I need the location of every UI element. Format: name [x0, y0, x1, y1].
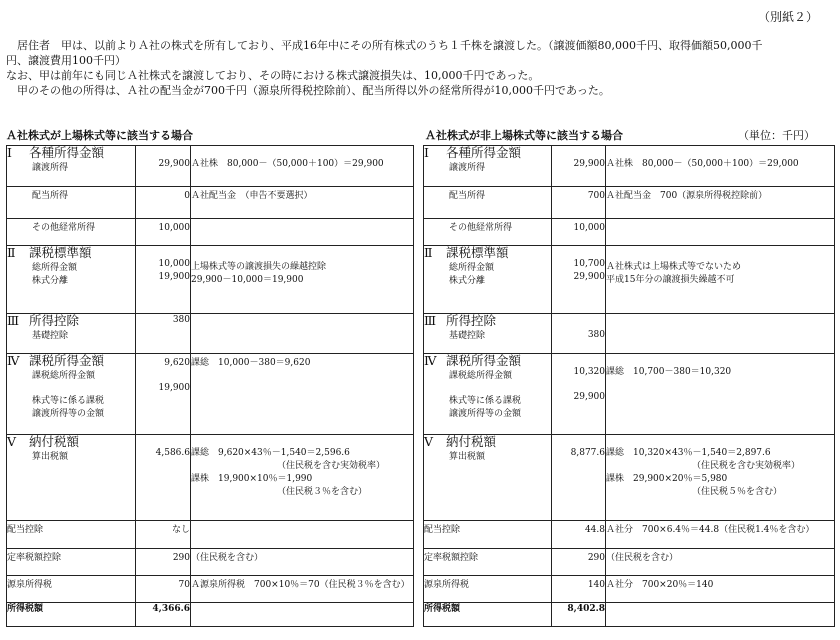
row-note: （住民税を含む実効税率） [692, 461, 801, 471]
row-value: 19,900 [158, 383, 190, 393]
row-note: 課総 10,700－380＝10,320 [606, 367, 732, 377]
table-row [7, 576, 414, 603]
row-label: その他経常所得 [449, 223, 513, 233]
row-value: 10,000 [158, 223, 190, 233]
row-value: 4,586.6 [155, 448, 190, 458]
row-label: その他経常所得 [32, 223, 96, 233]
row-label: 課税総所得金額 [32, 371, 96, 381]
section-heading: Ⅴ 納付税額 [7, 434, 80, 449]
row-label: 配当控除 [7, 525, 44, 535]
table-row [7, 354, 414, 435]
table-row [7, 219, 414, 246]
row-note: Ａ社分 700×20％＝140 [606, 580, 714, 590]
row-value: 44.8 [584, 525, 605, 535]
row-note: （住民税３％を含む） [277, 487, 368, 497]
row-value: 380 [587, 330, 605, 340]
row-label: 株式等に係る課税 [32, 396, 105, 406]
row-note: 課総 10,320×43％－1,540＝2,897.6 [606, 448, 771, 458]
row-note: （住民税を含む） [191, 553, 264, 563]
row-note: Ａ社株 80,000－（50,000＋100）＝29,000 [606, 159, 799, 169]
row-value: 19,900 [158, 272, 190, 282]
row-label: 所得税額 [424, 604, 461, 614]
appendix-label: （別紙２） [757, 10, 818, 24]
row-note: （住民税５％を含む） [692, 487, 783, 497]
row-note: Ａ社配当金 700（源泉所得税控除前） [606, 191, 768, 201]
row-note: 課株 29,900×20％＝5,980 [606, 474, 728, 484]
row-note: 上場株式等の譲渡損失の繰越控除 [191, 262, 327, 272]
table-row [424, 354, 835, 435]
row-label: 配当所得 [449, 191, 486, 201]
table-row [7, 246, 414, 314]
row-label: 基礎控除 [449, 331, 486, 341]
table-row [7, 187, 414, 219]
table-row [7, 549, 414, 576]
table-row [424, 219, 835, 246]
row-label: 総所得金額 [449, 263, 495, 273]
row-label: 譲渡所得 [449, 163, 486, 173]
row-value: 140 [587, 580, 605, 590]
row-label: 所得税額 [7, 604, 44, 614]
row-value: 10,000 [573, 223, 605, 233]
row-note: 課総 10,000－380＝9,620 [191, 358, 311, 368]
table-row [424, 314, 835, 354]
row-value: 290 [172, 553, 190, 563]
section-heading: Ⅲ 所得控除 [7, 313, 80, 328]
row-note: 課株 19,900×10％＝1,990 [191, 474, 313, 484]
row-value: 10,000 [158, 259, 190, 269]
row-label: 定率税額控除 [7, 553, 62, 563]
row-value: 380 [172, 315, 190, 325]
row-note: Ａ社分 700×6.4％＝44.8（住民税1.4％を含む） [606, 525, 815, 535]
row-value: 29,900 [158, 159, 190, 169]
row-label: 課税総所得金額 [449, 371, 513, 381]
intro-line-2: 円、譲渡費用100千円） [6, 54, 126, 67]
row-label: 配当所得 [32, 191, 69, 201]
row-value: 29,900 [573, 159, 605, 169]
table-row [424, 435, 835, 521]
unit-label: （単位：千円） [738, 129, 815, 142]
right-table-title: Ａ社株式が非上場株式等に該当する場合 [425, 129, 623, 142]
row-label: 算出税額 [449, 452, 486, 462]
row-label: 譲渡所得等の金額 [32, 409, 105, 419]
row-label: 株式分離 [449, 276, 486, 286]
table-row-total [7, 603, 414, 627]
row-value: 10,320 [573, 367, 605, 377]
left-calc-table [6, 145, 414, 627]
row-note: 課総 9,620×43％－1,540＝2,596.6 [191, 448, 350, 458]
table-row [7, 146, 414, 187]
row-note: 平成15年分の譲渡損失繰越不可 [606, 275, 735, 285]
row-label: 株式分離 [32, 276, 69, 286]
intro-line-3: なお、甲は前年にも同じＡ社株式を譲渡しており、その時における株式譲渡損失は、10,000千円であった。 [6, 69, 540, 82]
table-row [424, 549, 835, 576]
row-label: 株式等に係る課税 [449, 396, 522, 406]
table-row [7, 435, 414, 521]
row-value: 290 [587, 553, 605, 563]
row-value: 70 [178, 580, 190, 590]
table-row [424, 521, 835, 549]
row-label: 源泉所得税 [424, 580, 470, 590]
row-value: 29,900 [573, 272, 605, 282]
section-heading: Ⅰ 各種所得金額 [7, 145, 105, 160]
row-note: Ａ社株 80,000－（50,000＋100）＝29,900 [191, 159, 384, 169]
table-row [7, 314, 414, 354]
table-row [424, 246, 835, 314]
row-label: 配当控除 [424, 525, 461, 535]
table-row [7, 521, 414, 549]
row-note: （住民税を含む実効税率） [277, 461, 386, 471]
section-heading: Ⅲ 所得控除 [424, 313, 497, 328]
intro-paragraph [6, 38, 838, 98]
row-note: （住民税を含む） [606, 553, 679, 563]
left-table-title: Ａ社株式が上場株式等に該当する場合 [6, 129, 193, 142]
intro-line-1: 居住者 甲は、以前よりＡ社の株式を所有しており、平成16年中にその所有株式のうち１千株を譲渡した。（譲渡価額80,000千円、取得価額50,000千 [6, 39, 763, 52]
table-row [424, 187, 835, 219]
row-value: 9,620 [164, 358, 190, 368]
row-label: 源泉所得税 [7, 580, 53, 590]
row-label: 算出税額 [32, 452, 69, 462]
section-heading: Ⅳ 課税所得金額 [424, 353, 522, 368]
row-note: Ａ源泉所得税 700×10％＝70（住民税３％を含む） [191, 580, 410, 590]
row-label: 譲渡所得等の金額 [449, 409, 522, 419]
table-row-total [424, 603, 835, 627]
row-value: 700 [587, 191, 605, 201]
table-row [424, 146, 835, 187]
row-label: 総所得金額 [32, 263, 78, 273]
table-row [424, 576, 835, 603]
row-label: 譲渡所得 [32, 163, 69, 173]
row-value: なし [171, 525, 190, 535]
section-heading: Ⅰ 各種所得金額 [424, 145, 522, 160]
section-heading: Ⅳ 課税所得金額 [7, 353, 105, 368]
row-label: 定率税額控除 [424, 553, 479, 563]
row-note: 29,900－10,000＝19,900 [191, 275, 304, 285]
row-value: 29,900 [573, 392, 605, 402]
row-value: 8,402.8 [567, 604, 605, 614]
section-heading: Ⅱ 課税標準額 [7, 245, 92, 260]
row-value: 10,700 [573, 259, 605, 269]
right-calc-table [423, 145, 835, 627]
section-heading: Ⅴ 納付税額 [424, 434, 497, 449]
row-value: 8,877.6 [570, 448, 605, 458]
row-value: 4,366.6 [152, 604, 190, 614]
section-heading: Ⅱ 課税標準額 [424, 245, 509, 260]
row-value: 0 [184, 191, 190, 201]
intro-line-4: 甲のその他の所得は、Ａ社の配当金が700千円（源泉所得税控除前）、配当所得以外の経常所得が10,000千円であった。 [6, 84, 610, 97]
row-label: 基礎控除 [32, 331, 69, 341]
row-note: Ａ社株式は上場株式等でないため [606, 262, 742, 272]
row-note: Ａ社配当金 （申告不要選択） [191, 191, 313, 201]
